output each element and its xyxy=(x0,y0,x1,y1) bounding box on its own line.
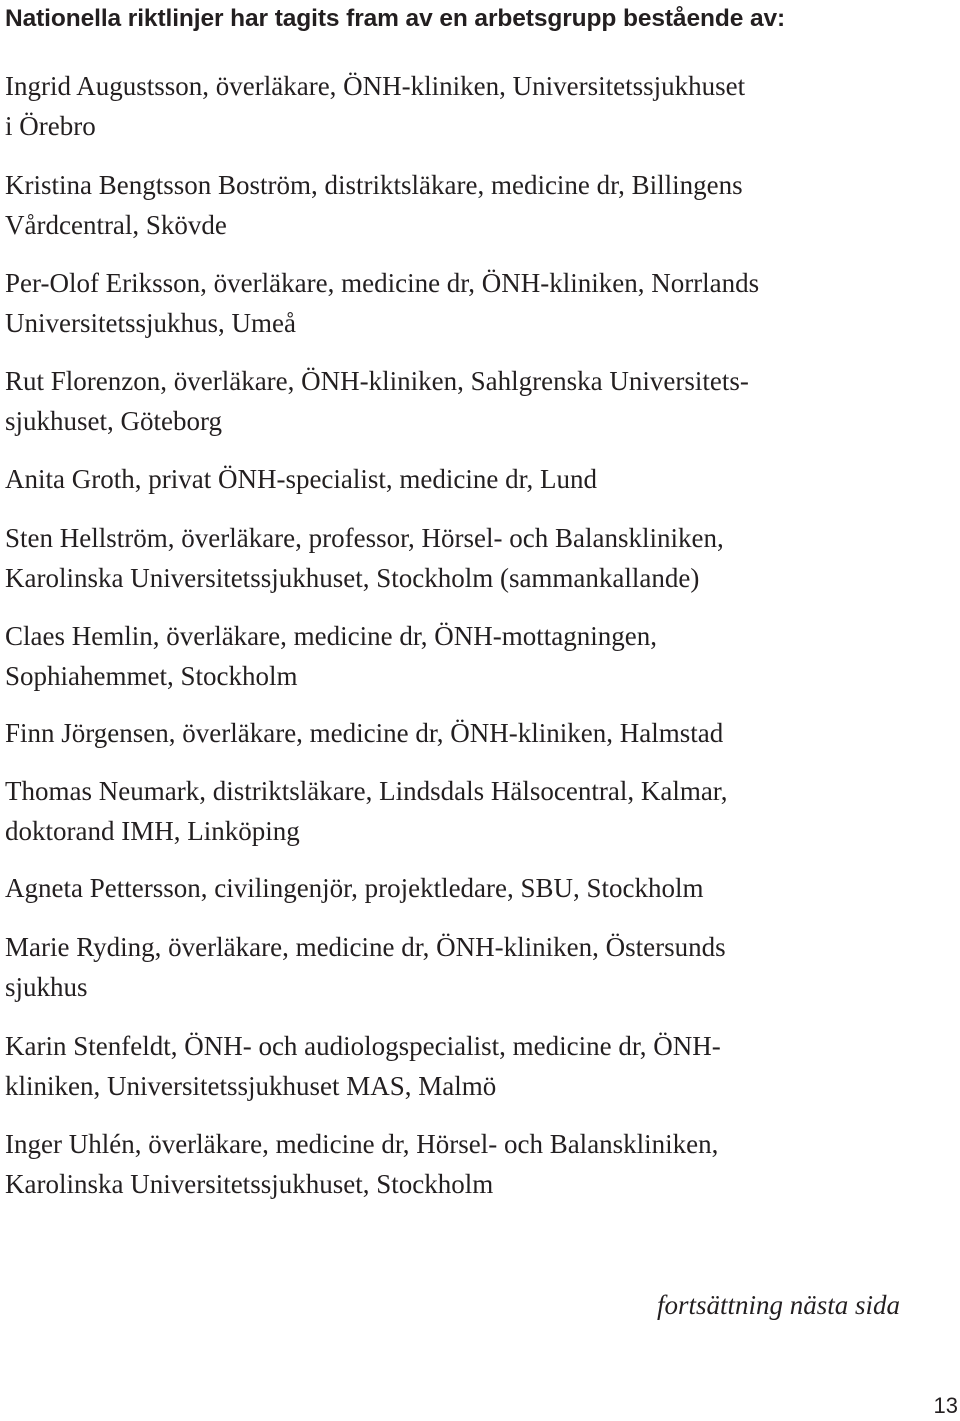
member-entry-line: Vårdcentral, Skövde xyxy=(5,209,227,240)
member-entry-line: doktorand IMH, Linköping xyxy=(5,815,300,846)
member-entry-jorgensen xyxy=(5,714,723,754)
member-entry-line: Karolinska Universitetssjukhuset, Stockholm (sammankallande) xyxy=(5,562,700,593)
member-entry-line: Per-Olof Eriksson, överläkare, medicine dr, ÖNH-kliniken, Norrlands xyxy=(5,268,760,298)
member-entry-hellstrom xyxy=(5,519,724,598)
page-number: 13 xyxy=(933,1393,958,1418)
member-entry-line: sjukhus xyxy=(5,971,88,1002)
member-entry-neumark xyxy=(5,772,727,851)
member-entry-florenzon xyxy=(5,362,749,441)
member-entry-augustsson xyxy=(5,67,745,146)
member-entry-line: Universitetssjukhus, Umeå xyxy=(5,307,296,338)
member-entry-ryding xyxy=(5,928,726,1007)
member-entry-line: Marie Ryding, överläkare, medicine dr, ÖNH-kliniken, Östersunds xyxy=(5,932,726,962)
page-heading: Nationella riktlinjer har tagits fram av en arbetsgrupp bestående av: xyxy=(5,5,786,32)
member-entry-line: Inger Uhlén, överläkare, medicine dr, Hörsel- och Balanskliniken, xyxy=(5,1129,719,1159)
member-entry-groth xyxy=(5,460,597,500)
member-entry-eriksson xyxy=(5,264,759,343)
member-entry-line: Karin Stenfeldt, ÖNH- och audiologspecialist, medicine dr, ÖNH- xyxy=(5,1031,721,1061)
member-entry-line: Claes Hemlin, överläkare, medicine dr, ÖNH-mottagningen, xyxy=(5,621,657,651)
member-entry-line: Agneta Pettersson, civilingenjör, projektledare, SBU, Stockholm xyxy=(5,873,704,903)
member-entry-line: i Örebro xyxy=(5,110,96,141)
member-entry-line: Anita Groth, privat ÖNH-specialist, medicine dr, Lund xyxy=(5,464,598,494)
member-entry-line: Thomas Neumark, distriktsläkare, Lindsdals Hälsocentral, Kalmar, xyxy=(5,776,728,806)
member-entry-line: Ingrid Augustsson, överläkare, ÖNH-kliniken, Universitetssjukhuset xyxy=(5,71,746,101)
member-entry-uhlen xyxy=(5,1125,718,1204)
continuation-note: fortsättning nästa sida xyxy=(656,1290,900,1320)
member-entry-pettersson xyxy=(5,869,704,909)
member-entry-line: Sten Hellström, överläkare, professor, Hörsel- och Balanskliniken, xyxy=(5,523,724,553)
member-entry-line: Kristina Bengtsson Boström, distriktsläkare, medicine dr, Billingens xyxy=(5,170,743,200)
member-entry-line: kliniken, Universitetssjukhuset MAS, Malmö xyxy=(5,1070,497,1101)
member-entry-line: Sophiahemmet, Stockholm xyxy=(5,660,298,691)
member-entry-hemlin xyxy=(5,617,657,696)
member-entry-line: sjukhuset, Göteborg xyxy=(5,405,222,436)
member-entry-stenfeldt xyxy=(5,1027,721,1106)
member-entry-line: Finn Jörgensen, överläkare, medicine dr, ÖNH-kliniken, Halmstad xyxy=(5,718,724,748)
member-entry-bengtsson-bostrom xyxy=(5,166,743,245)
member-entry-line: Karolinska Universitetssjukhuset, Stockholm xyxy=(5,1168,494,1199)
member-entry-line: Rut Florenzon, överläkare, ÖNH-kliniken, Sahlgrenska Universitets- xyxy=(5,366,749,396)
